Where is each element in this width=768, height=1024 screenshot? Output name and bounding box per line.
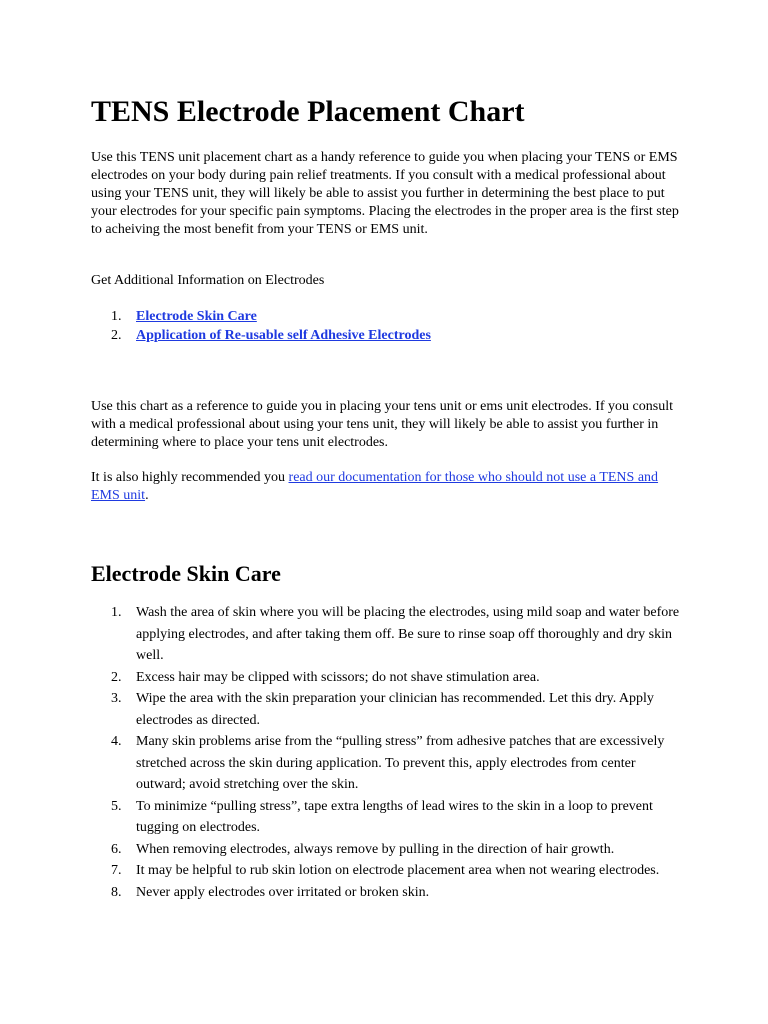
list-item	[91, 602, 681, 667]
list-item	[91, 860, 681, 882]
list-number: 7.	[111, 863, 122, 878]
page-title: TENS Electrode Placement Chart	[91, 95, 525, 128]
list-item	[91, 839, 681, 861]
reference-paragraph: Use this chart as a reference to guide you in placing your tens unit or ems unit electrodes. If you consult with a medical professional about using your tens unit, they will likely be able to assist you further in determining where to place your tens unit electrodes.	[91, 399, 673, 450]
recommendation-prefix: It is also highly recommended you	[91, 470, 289, 485]
list-number: 6.	[111, 841, 122, 857]
list-item	[91, 667, 681, 689]
list-number: 1.	[111, 605, 122, 620]
list-item-text: When removing electrodes, always remove by pulling in the direction of hair growth.	[136, 841, 615, 857]
list-item-text: Never apply electrodes over irritated or broken skin.	[136, 884, 430, 900]
list-number: 1.	[111, 309, 122, 324]
list-item	[91, 307, 681, 326]
list-item	[91, 796, 681, 839]
additional-info-heading: Get Additional Information on Electrodes	[91, 273, 325, 288]
list-item-text: Many skin problems arise from the “pulling stress” from adhesive patches that are excessively stretched across the skin during application. To prevent this, apply electrodes from center outward; avoid stretching over the skin.	[136, 734, 665, 792]
list-item	[91, 688, 681, 731]
list-item	[91, 326, 681, 345]
list-number: 4.	[111, 734, 122, 749]
list-item-text: Wash the area of skin where you will be placing the electrodes, using mild soap and water before applying electrodes, and after taking them off. Be sure to rinse soap off thoroughly and dry skin well.	[136, 605, 680, 663]
electrode-links-list	[91, 307, 681, 345]
list-item-text: Excess hair may be clipped with scissors; do not shave stimulation area.	[136, 669, 540, 685]
list-item	[91, 731, 681, 796]
intro-paragraph: Use this TENS unit placement chart as a handy reference to guide you when placing your TENS or EMS electrodes on your body during pain relief treatments. If you consult with a medical professional about using your TENS unit, they will likely be able to assist you further in determining the best place to put your electrodes for your specific pain symptoms. Placing the electrodes in the proper area is the first step to acheiving the most benefit from your TENS or EMS unit.	[91, 150, 679, 237]
list-item	[91, 882, 681, 904]
list-number: 2.	[111, 328, 122, 343]
list-item-text: To minimize “pulling stress”, tape extra lengths of lead wires to the skin in a loop to prevent tugging on electrodes.	[136, 798, 653, 835]
skin-care-list	[91, 602, 681, 903]
recommendation-paragraph	[91, 469, 681, 505]
list-number: 3.	[111, 691, 122, 706]
documentation-link[interactable]: read our documentation for those who should not use a TENS and EMS unit	[91, 470, 659, 503]
reusable-electrodes-link[interactable]: Application of Re-usable self Adhesive Electrodes	[136, 328, 431, 343]
list-item-text: Wipe the area with the skin preparation your clinician has recommended. Let this dry. Apply electrodes as directed.	[136, 691, 654, 728]
recommendation-suffix: .	[145, 488, 149, 503]
list-item-text: It may be helpful to rub skin lotion on electrode placement area when not wearing electrodes.	[136, 863, 660, 878]
list-number: 2.	[111, 669, 122, 685]
list-number: 8.	[111, 884, 122, 900]
electrode-skin-care-link[interactable]: Electrode Skin Care	[136, 309, 257, 324]
skin-care-heading: Electrode Skin Care	[91, 561, 281, 586]
list-number: 5.	[111, 798, 122, 814]
